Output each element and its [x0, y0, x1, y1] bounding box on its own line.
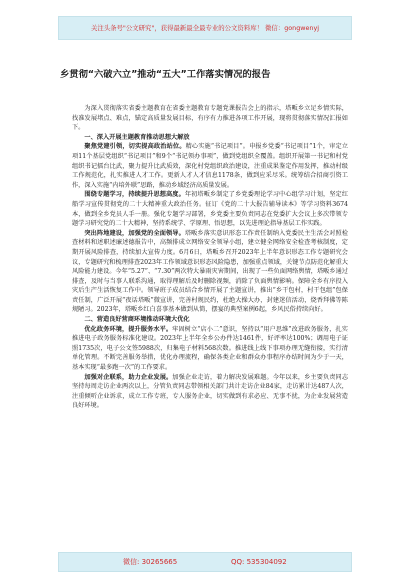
wechat-contact: 微信: 30265665: [123, 558, 178, 566]
paragraph-text: 塔畈乡落实意识形态工作责任制纳入党委民主生活会对照检查材料和述职述廉述德报告中，高频排成立网络安全领导小组，建立健全网络安全检查考核制度，定期开展风险排查，持续加大宣传力度。6月6日，塔畈乡召开2023年上半年意识形态工作专题研究会议，专题研究和梳理排查2023年工作领域意识形态风险隐患，加强重点领域，关键节点防范化解重大风险能力建设。今年“5.27”、“7.30”两次特大暴雨灾害期间，出现了一些负面网络舆情，塔畈乡通过排查，及时与当事人联系沟通，取得理解后及时删除视频，消除了负面舆情影响。保障全乡有序投入灾后生产生活恢复工作中。领导班子成员结合乡情开展了主题宣讲，推出“乡干包村，村干包组”包保责任制，广泛开展“夜话塔畈”微宣讲，完善村规民约，杜绝大操大办，封建迷信活动，烧香拜佛等陈规陋习。2023年，塔畈乡红白喜事基本做到从简，摆宴的典型案例6起，乡风民俗持续向好。: [72, 229, 348, 314]
page-title: 乡贯彻“六破六立”推动“五大”工作落实情况的报告: [60, 69, 271, 80]
top-banner: 关注头条号"公文研究"，获得最新最全最专业的公文资料库！ 微信：gongwenyj: [58, 16, 352, 40]
paragraph-lead: 聚焦党建引领，切实提高政治站位。: [84, 143, 186, 151]
paragraph-lead: 加强对企联系，助力企业发展。: [84, 373, 173, 381]
paragraph-lead: 优化政务环境，提升服务水平。: [84, 325, 173, 333]
body-paragraph: [72, 373, 348, 411]
contact-footer: [58, 552, 352, 572]
section-heading-2: 二、营造良好营商环境推动环境大优化: [84, 316, 190, 324]
body-paragraph: [72, 325, 348, 373]
paragraph-text: 年初塔畈乡制定了乡党委理论学习中心组学习计划，坚定红船学习宣传贯彻党的二十大精神重大政治任务。征订《党的二十大报告辅导读本》等学习资料3674本，做到全乡党员人手一册。强化专题学习部署，乡党委主要负责同志在党委扩大会议上多次带领专题学习研究党的二十大精神，坚持系统学、学原理、悟思想，以先进理论指导基层工作实践。: [72, 191, 348, 228]
intro-paragraph: 为深入贯彻落实省委主题教育在省委主题教育专题党课报告会上的指示，塔畈乡立足乡情实际，找准发展堵点、难点，锚定高质量发展目标，有序有力推进各项工作开展，现将贯彻落实情况汇报如下。: [72, 105, 348, 132]
paragraph-lead: 突出阵地建设，加强党的全面领导。: [84, 229, 185, 237]
section-heading-1: 一、深入开展主题教育推动思想大解放: [84, 133, 190, 141]
body-paragraph: [72, 142, 348, 190]
body-paragraph: [72, 190, 348, 228]
qq-contact: QQ: 535304092: [231, 558, 287, 566]
paragraph-lead: 围绕专题学习，持续提升思想高度。: [84, 191, 185, 199]
body-paragraph: [72, 229, 348, 315]
paragraph-text: 精心实施“书记项目”。申报乡党委“书记项目”1个，审定立项11个基层党组织“书记项目”和9个“书记领办事项”，做到党组织全覆盖。组织开展第一书记和村党组织书记擂台比武，聚力提升比武质效，深化村党组织政治建设，注重成果鉴定作用发挥，推动村级工作规范化，扎实推进人才工作。更新人才人才信息1178条，做到应采尽采。统筹结合招商引资工作，深入实施“内培外联”思路，推动乡域经济高质量发展。: [72, 143, 348, 189]
document-body: [72, 104, 348, 542]
paragraph-text: 加强企业走访，着力解决发展难题。今年以来，乡主要负责同志坚持每周走访企业两次以上，分管负责同志带领相关部门共计走访企业84家，走访累计达487人次，注重倾听企业诉求，成立工作专班，专人服务企业，切实做到有求必应、无事不扰，为企业发展营造良好环境。: [72, 373, 348, 410]
paragraph-text: 牢固树立“店小二”意识，坚持以“用户思维”改进政务服务，扎实推进电子政务服务标准化建设。2023年上半年全乡公办件达1461件，好评率达100%；调用电子证照1735次，电子公文签5988次，归集电子材料568次数。推进线上线下事项办理无缝衔接，实行清单化管理。不断完善服务举措，优化办理流程，确保各类企业和群众办事程序办结时间为少于一天，基本实现“最多跑一次”的工作要求。: [72, 325, 348, 372]
